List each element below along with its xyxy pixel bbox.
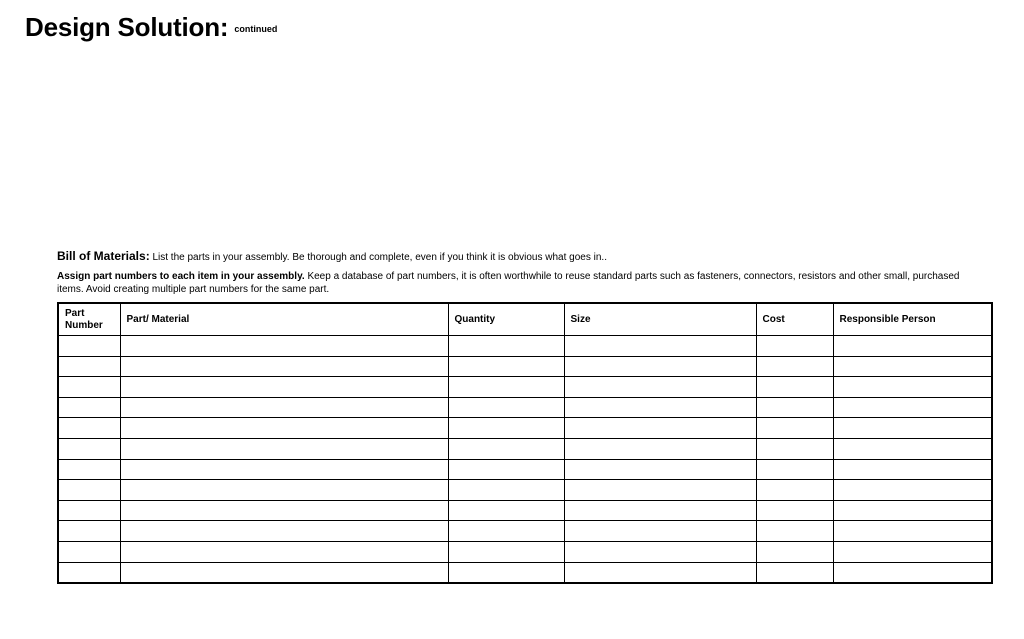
table-row	[58, 541, 992, 562]
table-cell[interactable]	[120, 521, 448, 542]
table-cell[interactable]	[58, 562, 120, 583]
table-cell[interactable]	[120, 336, 448, 357]
table-row	[58, 377, 992, 398]
table-cell[interactable]	[756, 397, 833, 418]
table-cell[interactable]	[564, 377, 756, 398]
table-cell[interactable]	[448, 438, 564, 459]
assign-instruction-bold: Assign part numbers to each item in your assembly.	[57, 271, 305, 282]
table-cell[interactable]	[833, 438, 992, 459]
table-cell[interactable]	[833, 480, 992, 501]
table-cell[interactable]	[564, 397, 756, 418]
page-subtitle: continued	[234, 24, 278, 34]
column-header-part-material: Part/ Material	[120, 303, 448, 336]
table-cell[interactable]	[756, 459, 833, 480]
table-cell[interactable]	[756, 418, 833, 439]
table-cell[interactable]	[58, 377, 120, 398]
table-cell[interactable]	[564, 459, 756, 480]
table-cell[interactable]	[564, 336, 756, 357]
table-row	[58, 459, 992, 480]
table-cell[interactable]	[58, 541, 120, 562]
table-cell[interactable]	[448, 418, 564, 439]
table-cell[interactable]	[756, 562, 833, 583]
column-header-quantity: Quantity	[448, 303, 564, 336]
table-cell[interactable]	[833, 500, 992, 521]
table-cell[interactable]	[833, 459, 992, 480]
assign-instructions	[57, 270, 987, 296]
column-header-cost: Cost	[756, 303, 833, 336]
table-cell[interactable]	[120, 418, 448, 439]
table-cell[interactable]	[448, 480, 564, 501]
table-cell[interactable]	[448, 500, 564, 521]
table-cell[interactable]	[120, 500, 448, 521]
page-title: Design Solution:	[25, 12, 229, 42]
table-cell[interactable]	[564, 418, 756, 439]
bom-instruction: List the parts in your assembly. Be thorough and complete, even if you think it is obvious what goes in..	[152, 252, 607, 263]
table-row	[58, 397, 992, 418]
table-cell[interactable]	[833, 562, 992, 583]
table-row	[58, 500, 992, 521]
table-row	[58, 438, 992, 459]
table-cell[interactable]	[120, 562, 448, 583]
table-cell[interactable]	[833, 377, 992, 398]
table-cell[interactable]	[756, 438, 833, 459]
bom-label: Bill of Materials:	[57, 249, 150, 263]
table-cell[interactable]	[58, 336, 120, 357]
column-header-size: Size	[564, 303, 756, 336]
table-cell[interactable]	[833, 418, 992, 439]
table-cell[interactable]	[564, 500, 756, 521]
table-cell[interactable]	[448, 377, 564, 398]
table-cell[interactable]	[833, 336, 992, 357]
table-cell[interactable]	[756, 336, 833, 357]
table-cell[interactable]	[58, 459, 120, 480]
table-cell[interactable]	[833, 541, 992, 562]
table-cell[interactable]	[448, 521, 564, 542]
table-row	[58, 336, 992, 357]
table-row	[58, 418, 992, 439]
table-cell[interactable]	[564, 562, 756, 583]
page-header	[25, 12, 277, 43]
table-cell[interactable]	[120, 438, 448, 459]
table-cell[interactable]	[58, 480, 120, 501]
table-cell[interactable]	[833, 397, 992, 418]
table-cell[interactable]	[58, 397, 120, 418]
table-cell[interactable]	[564, 356, 756, 377]
table-cell[interactable]	[120, 397, 448, 418]
bom-table	[57, 302, 993, 584]
table-cell[interactable]	[756, 541, 833, 562]
table-cell[interactable]	[448, 541, 564, 562]
table-cell[interactable]	[120, 541, 448, 562]
table-cell[interactable]	[833, 356, 992, 377]
column-header-responsible-person: Responsible Person	[833, 303, 992, 336]
assign-instruction-text: Keep a database of part numbers, it is often worthwhile to reuse standard parts such as fasteners, connectors, resistors and other small, purchased items. Avoid creating multiple part numbers for the same part.	[57, 271, 960, 295]
table-cell[interactable]	[564, 541, 756, 562]
table-cell[interactable]	[448, 356, 564, 377]
table-cell[interactable]	[120, 356, 448, 377]
table-cell[interactable]	[58, 521, 120, 542]
table-cell[interactable]	[58, 500, 120, 521]
bom-instruction-line	[57, 249, 607, 263]
table-cell[interactable]	[833, 521, 992, 542]
table-cell[interactable]	[756, 500, 833, 521]
table-row	[58, 480, 992, 501]
table-cell[interactable]	[58, 418, 120, 439]
table-cell[interactable]	[120, 480, 448, 501]
table-cell[interactable]	[120, 459, 448, 480]
table-cell[interactable]	[564, 438, 756, 459]
table-cell[interactable]	[756, 377, 833, 398]
table-cell[interactable]	[756, 356, 833, 377]
table-cell[interactable]	[58, 356, 120, 377]
table-cell[interactable]	[120, 377, 448, 398]
table-row	[58, 521, 992, 542]
table-cell[interactable]	[58, 438, 120, 459]
table-cell[interactable]	[756, 480, 833, 501]
table-header-row	[58, 303, 992, 336]
table-row	[58, 356, 992, 377]
table-cell[interactable]	[448, 459, 564, 480]
table-cell[interactable]	[448, 336, 564, 357]
table-cell[interactable]	[564, 521, 756, 542]
table-row	[58, 562, 992, 583]
table-cell[interactable]	[448, 397, 564, 418]
table-cell[interactable]	[448, 562, 564, 583]
column-header-part-number: Part Number	[58, 303, 120, 336]
table-cell[interactable]	[564, 480, 756, 501]
bom-table-body	[58, 336, 992, 584]
table-cell[interactable]	[756, 521, 833, 542]
